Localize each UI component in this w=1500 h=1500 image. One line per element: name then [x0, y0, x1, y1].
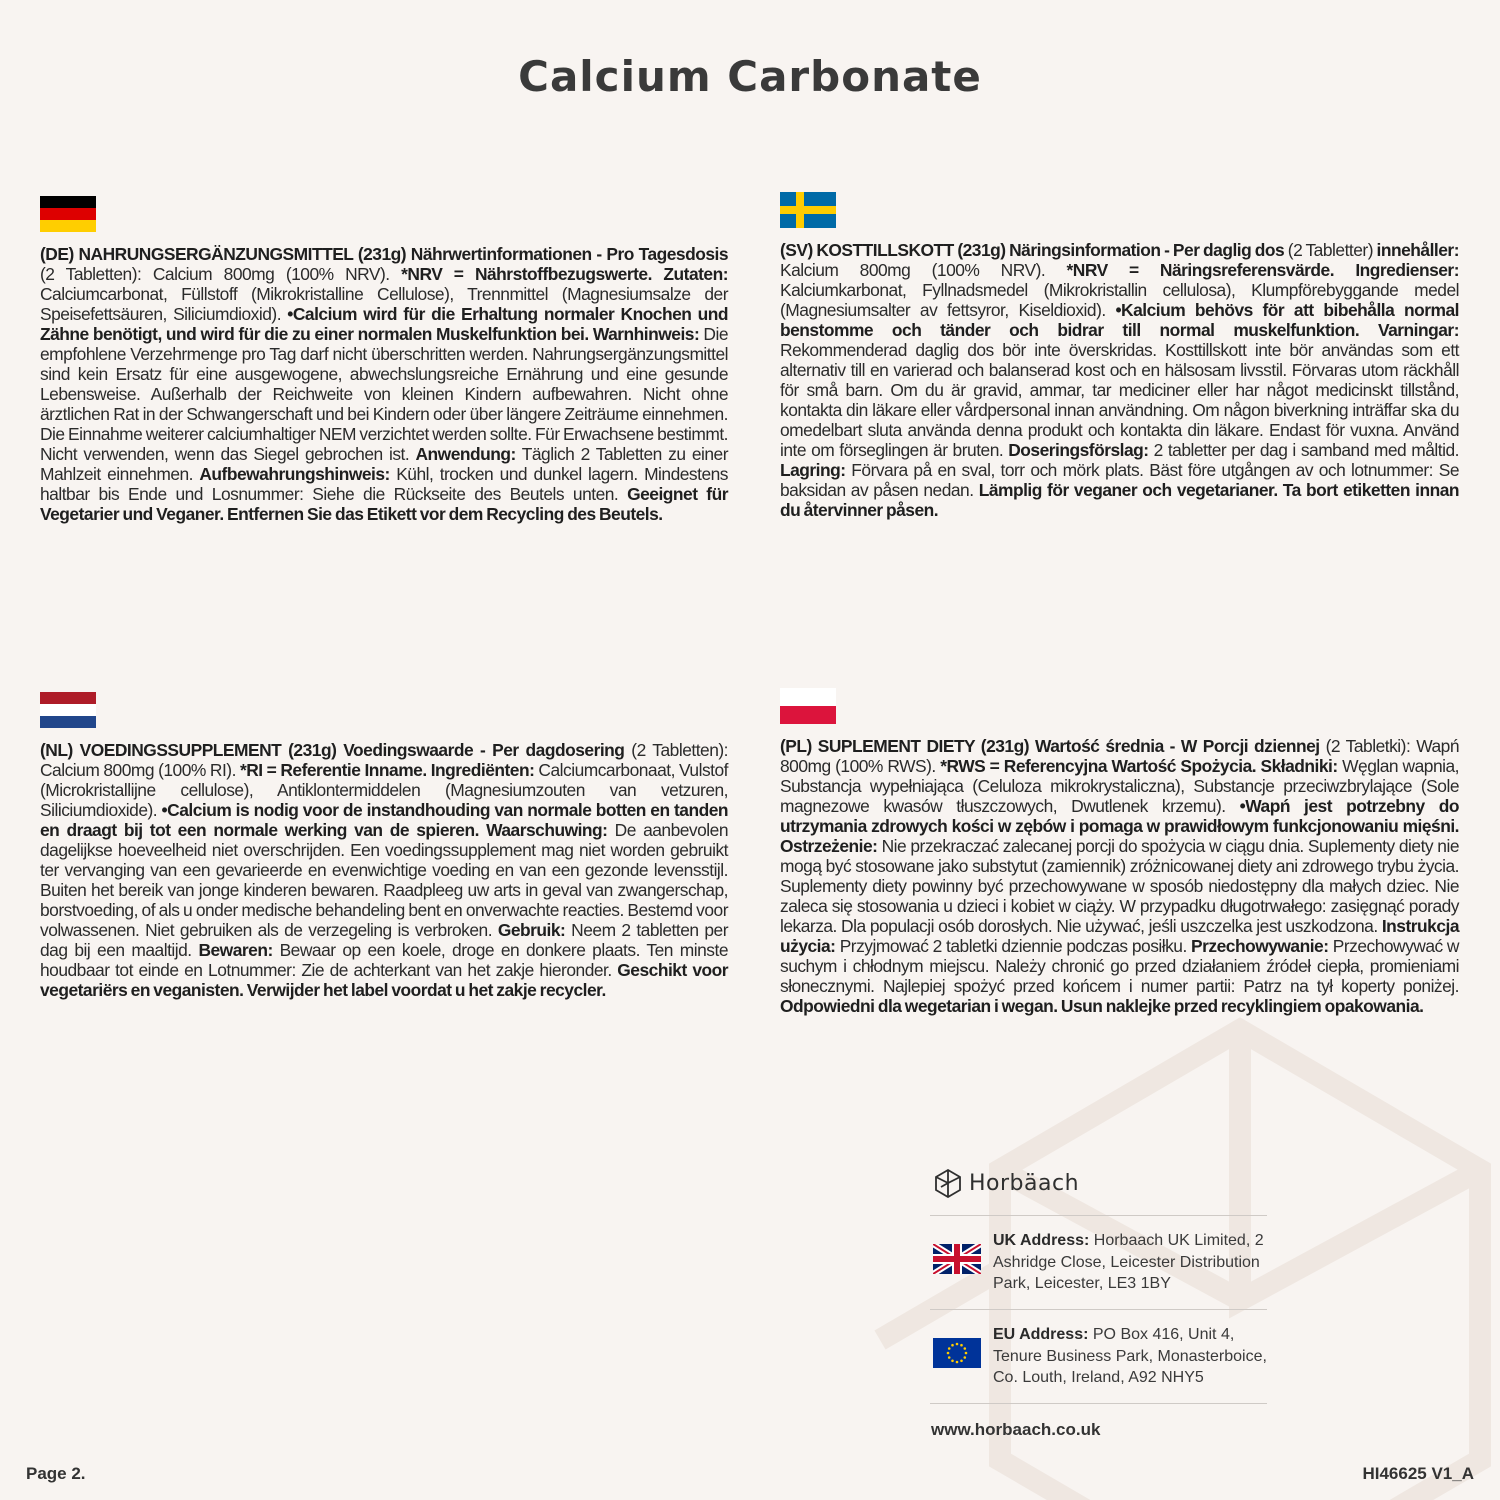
swedish-text: (SV) KOSTTILLSKOTT (231g) Näringsinformation - Per daglig dos (2 Tabletter) innehåller: Kalcium 800mg (100% NRV). *NRV = Näringsreferensvärde. Ingredienser: Kalciumkarbonat, Fyllnadsmedel (Mikrokristallin cellulosa), Klumpförebyggande medel (Magnesiumsalter av fettsyror, Kiseldioxid). •Kalcium behövs för att bibehålla normal benstomme och tänder och bidrar till normal muskelfunktion. Varningar: Rekommenderad daglig dos bör inte överskridas. Kosttillskott inte bör användas som ett alternativ till en varierad och balanserad kost och en hälsosam livsstil. Förvaras utom räckhåll för små barn. Om du är gravid, ammar, tar mediciner eller har något medicinskt tillstånd, kontakta din läkare eller vårdpersonal innan användning. Om någon biverkning inträffar ska du omedelbart sluta använda denna produkt och kontakta din läkare. Endast för vuxna. Använd inte om förseglingen är bruten. Doseringsförslag: 2 tabletter per dag i samband med måltid. Lagring: Förvara på en sval, torr och mörk plats. Bäst före utgången av och lotnummer: Se baksidan av påsen nedan. Lämplig för veganer och vegetarianer. Ta bort etiketten innan du återvinner påsen. [780, 240, 1459, 520]
hexagon-cube-logo-icon [933, 1168, 963, 1198]
brand-name: Horbäach [969, 1170, 1080, 1196]
netherlands-flag-icon [40, 692, 96, 728]
section-polish [780, 688, 1459, 1016]
sweden-flag-icon [780, 192, 836, 228]
germany-flag-icon [40, 196, 96, 232]
document-code: HI46625 V1_A [1362, 1464, 1474, 1483]
divider [930, 1309, 1267, 1310]
polish-text: (PL) SUPLEMENT DIETY (231g) Wartość średnia - W Porcji dziennej (2 Tabletki): Wapń 800mg (100% RWS). *RWS = Referencyjna Wartość Spożycia. Składniki: Węglan wapnia, Substancja wypełniająca (Celuloza mikrokrystaliczna), Substancje przeciwzbrylające (Sole magnezowe kwasów tłuszczowych, Dwutlenek krzemu). •Wapń jest potrzebny do utrzymania zdrowych kości w zębów i pomaga w prawidłowym funkcjonowaniu mięśni. Ostrzeżenie: Nie przekraczać zalecanej porcji do spożycia w ciągu dnia. Suplementy diety nie mogą być stosowane jako substytut (zamiennik) zróżnicowanej diety ani zdrowego trybu życia. Suplementy diety powinny być przechowywane w sposób niedostępny dla małych dziec. Nie zaleca się stosowania u dzieci i kobiet w ciąży. W przypadku długotrwałego: zasięgnąć porady lekarza. Dla populacji osób dorosłych. Nie używać, jeśli uszczelka jest uszkodzona. Instrukcja użycia: Przyjmować 2 tabletki dziennie podczas posiłku. Przechowywanie: Przechowywać w suchym i chłodnym miejscu. Należy chronić go przed działaniem źródeł ciepła, promieniami słonecznymi. Najlepiej spożyć przed końcem i numer partii: Patrz na tył koperty poniżej. Odpowiedni dla wegetarian i wegan. Usun naklejke przed recyklingiem opakowania. [780, 736, 1460, 1016]
section-swedish [780, 192, 1459, 520]
website-link[interactable]: www.horbaach.co.uk [931, 1420, 1101, 1439]
uk-flag-icon [933, 1244, 981, 1274]
dutch-text: (NL) VOEDINGSSUPPLEMENT (231g) Voedingswaarde - Per dagdosering (2 Tabletten): Calcium 800mg (100% RI). *RI = Referentie Inname. Ingrediënten: Calciumcarbonaat, Vulstof (Microkristallijne cellulose), Antiklontermiddelen (Magnesiumzouten van vetzuren, Siliciumdioxide). •Calcium is nodig voor de instandhouding van normale botten en tanden en draagt bij tot een normale werking van de spieren. Waarschuwing: De aanbevolen dagelijkse hoeveelheid niet overschrijden. Een voedingssupplement mag niet worden gebruikt ter vervanging van een gevarieerde en evenwichtige voeding en van een gezonde levensstijl. Buiten het bereik van jonge kinderen bewaren. Raadpleeg uw arts in geval van zwangerschap, borstvoeding, of als u onder medische behandeling bent en onverwachte reacties. Bestemd voor volwassenen. Niet gebruiken als de verzegeling is verbroken. Gebruik: Neem 2 tabletten per dag bij een maaltijd. Bewaren: Bewaar op een koele, droge en donkere plaats. Ten minste houdbaar tot einde en Lotnummer: Zie de achterkant van het zakje hieronder. Geschikt voor vegetariërs en veganisten. Verwijder het label voordat u het zakje recycler. [40, 740, 729, 1000]
divider [930, 1403, 1267, 1404]
german-text: (DE) NAHRUNGSERGÄNZUNGSMITTEL (231g) Nährwertinformationen - Pro Tagesdosis (2 Tabletten): Calcium 800mg (100% NRV). *NRV = Nährstoffbezugswerte. Zutaten: Calciumcarbonat, Füllstoff (Mikrokristalline Cellulose), Trennmittel (Magnesiumsalze der Speisefettsäuren, Siliciumdioxid). •Calcium wird für die Erhaltung normaler Knochen und Zähne benötigt, und wird für die zu einer normalen Muskelfunktion bei. Warnhinweis: Die empfohlene Verzehrmenge pro Tag darf nicht überschritten werden. Nahrungsergänzungsmittel sind kein Ersatz für eine ausgewogene, abwechslungsreiche Ernährung und eine gesunde Lebensweise. Außerhalb der Reichweite von kleinen Kindern aufbewahren. Nicht ohne ärztlichen Rat in der Schwangerschaft und bei Kindern oder über längere Zeiträume einnehmen. Die Einnahme weiterer calciumhaltiger NEM verzichtet werden sollte. Für Erwachsene bestimmt. Nicht verwenden, wenn das Siegel gebrochen ist. Anwendung: Täglich 2 Tabletten zu einer Mahlzeit einnehmen. Aufbewahrungshinweis: Kühl, trocken und dunkel lagern. Mindestens haltbar bis Ende und Losnummer: Siehe die Rückseite des Beutels unten. Geeignet für Vegetarier und Veganer. Entfernen Sie das Etikett vor dem Recycling des Beutels. [40, 244, 728, 524]
section-german [40, 196, 728, 524]
page-number: Page 2. [26, 1464, 86, 1483]
eu-address: EU Address: PO Box 416, Unit 4, Tenure Business Park, Monasterboice, Co. Louth, Ireland, A92 NHY5 [933, 1324, 1273, 1389]
page-title: Calcium Carbonate [518, 52, 982, 101]
uk-address: UK Address: Horbaach UK Limited, 2 Ashridge Close, Leicester Distribution Park, Leicester, LE3 1BY [933, 1230, 1273, 1295]
brand-logo [933, 1168, 1079, 1198]
poland-flag-icon [780, 688, 836, 724]
section-dutch [40, 692, 728, 1000]
divider [930, 1215, 1267, 1216]
eu-flag-icon [933, 1338, 981, 1368]
